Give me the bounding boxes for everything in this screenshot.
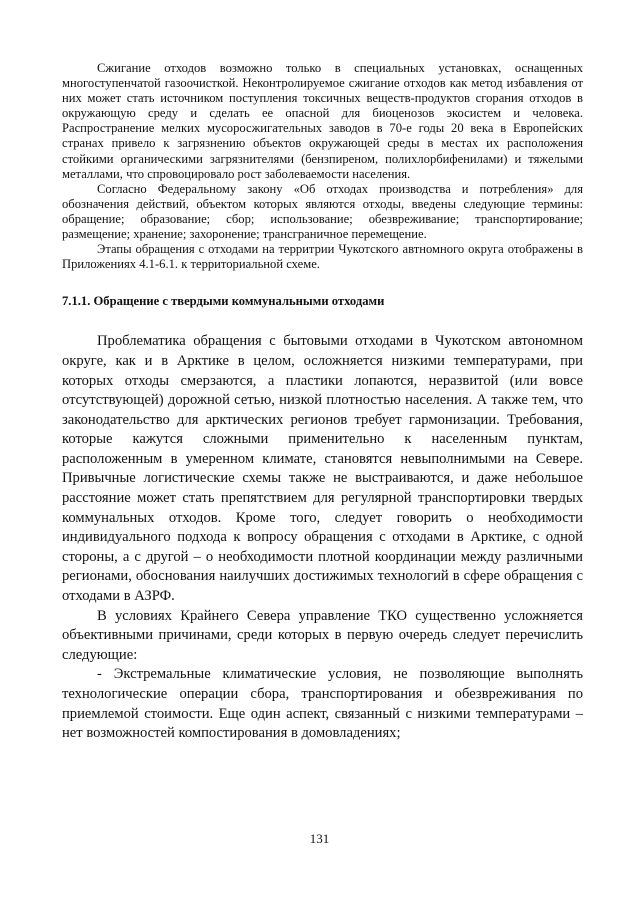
intro-paragraph-incineration: Сжигание отходов возможно только в специальных установках, оснащенных многоступенчатой газоочисткой. Неконтролируемое сжигание отходов как метод избавления от них может стать источником поступления токсичных веществ-продуктов сгорания отходов в окружающую среду и сделать ее опасной для биоценозов экосистем и человека. Распространение мелких мусоросжигательных заводов в 70-е годы 20 века в Европейских странах привело к загрязнению объектов окружающей среды в местах их расположения стойкими органическими загрязнителями (бензпиреном, полихлорбифенилами) и тяжелыми металлами, что спровоцировало рост заболеваемости населения. <box>62 61 583 181</box>
section-paragraph-problems: Проблематика обращения с бытовыми отходами в Чукотском автономном округе, как и в Арктике в целом, осложняется низкими температурами, при которых отходы смерзаются, а пластики лопаются, неразвитой (или вовсе отсутствующей) дорожной сетью, низкой плотностью населения. А также тем, что законодательство для арктических регионов требует гармонизации. Требования, которые кажутся сложными применительно к населенным пунктам, расположенным в умеренном климате, становятся невыполнимыми на Севере. Привычные логистические схемы также не выстраиваются, и даже небольшое расстояние может стать препятствием для регулярной транспортировки твердых коммунальных отходов. Кроме того, следует говорить о необходимости индивидуального подхода к вопросу обращения с отходами в Арктике, с одной стороны, а с другой – о необходимости плотной координации между различными регионами, обоснования наилучших достижимых технологий в сфере обращения с отходами в АЗРФ. <box>62 333 583 605</box>
section-paragraph-conditions: В условиях Крайнего Севера управление ТКО существенно усложняется объективными причинами, среди которых в первую очередь следует перечислить следующие: <box>62 607 583 663</box>
section-heading: 7.1.1. Обращение с твердыми коммунальными отходами <box>62 294 385 309</box>
spacer <box>62 272 583 294</box>
intro-paragraph-federal-law: Согласно Федеральному закону «Об отходах производства и потребления» для обозначения действий, объектом которых являются отходы, введены следующие термины: обращение; образование; сбор; использование; обезвреживание; транспортирование; размещение; хранение; захоронение; трансграничное перемещение. <box>62 181 583 242</box>
page-content <box>62 61 583 744</box>
page-number: 131 <box>309 831 330 846</box>
intro-paragraph-appendices: Этапы обращения с отходами на территрии Чукотского автномного округа отображены в Приложениях 4.1-6.1. к территориальной схеме. <box>62 242 583 272</box>
spacer <box>62 309 583 332</box>
section-paragraph-climate: - Экстремальные климатические условия, не позволяющие выполнять технологические операции сбора, транспортирования и обезвреживания по приемлемой стоимости. Еще один аспект, связанный с низкими температурами – нет возможностей компостирования в домовладениях; <box>62 666 583 742</box>
